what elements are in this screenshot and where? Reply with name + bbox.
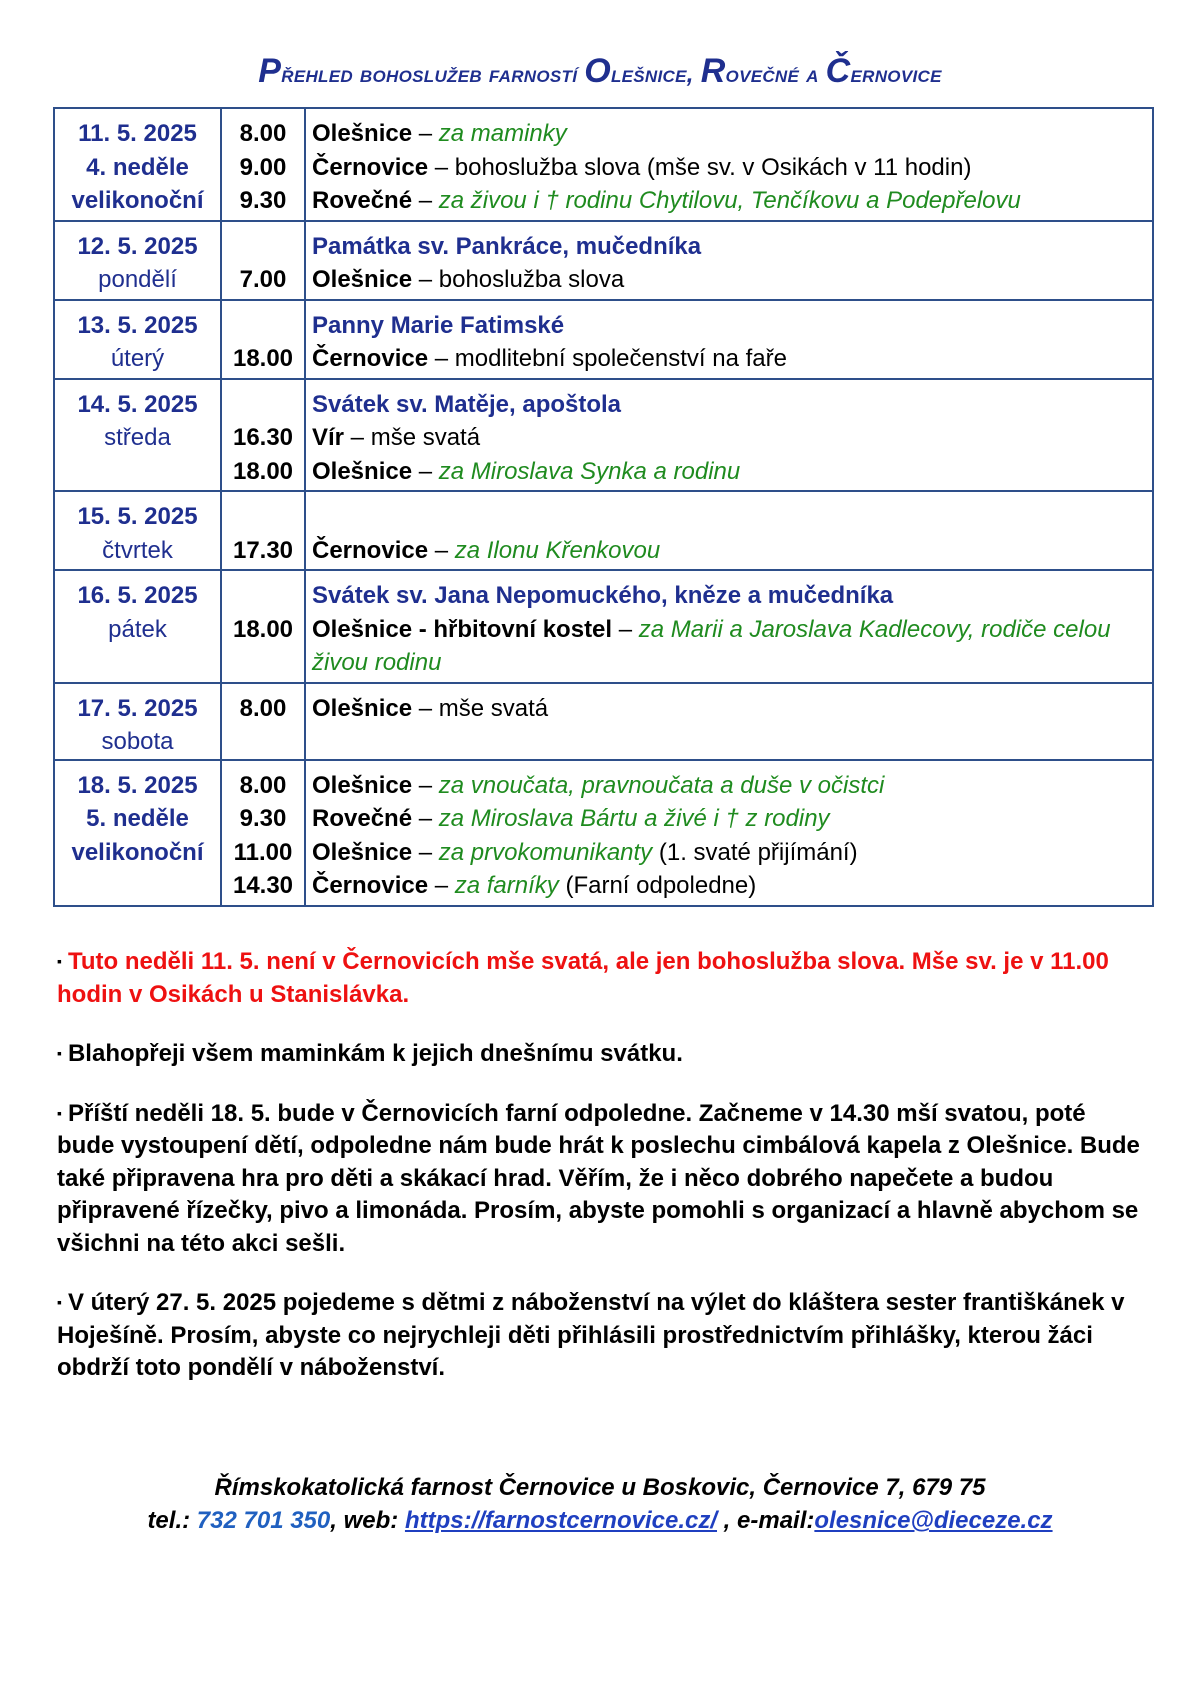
service-cell [305, 760, 1153, 906]
schedule-row [54, 108, 1153, 221]
service-cell [305, 491, 1153, 570]
separator: – [412, 266, 439, 293]
time-cell [221, 570, 305, 683]
announcement-text: Příští neděli 18. 5. bude v Černovicích farní odpoledne. Začneme v 14.30 mší svatou, poté bude vystoupení dětí, odpoledne nám bude hrát k poslechu cimbálová kapela z Olešnice. Bude také připravena hra pro děti a skákací hrad. Věřím, že i něco dobrého napečete a budou připravené řízečky, pivo a limonáda. Prosím, abyste pomohli s organizací a hlavně abychom se všichni na této akci sešli. [57, 1099, 1140, 1257]
mass-intention: za Marii a Jaroslava Kadlecovy, rodiče celou živou rodinu [312, 615, 1111, 676]
place-name: Černovice [312, 345, 429, 372]
schedule-table [53, 107, 1154, 907]
mass-intention: za živou i † rodinu Chytilovu, Tenčíkovu a Podepřelovu [438, 187, 1021, 214]
announcement-text: Tuto neděli 11. 5. není v Černovicích mše svatá, ale jen bohoslužba slova. Mše sv. je v 11.00 hodin v Osikách u Stanislávka. [57, 948, 1109, 1008]
time-cell [221, 760, 305, 906]
time-cell [221, 491, 305, 570]
service-line [312, 342, 1152, 376]
web-label: , web: [330, 1507, 399, 1534]
separator: – [428, 872, 455, 899]
title-part: Č [825, 52, 851, 90]
separator: – [412, 694, 439, 722]
place-name: Olešnice - hřbitovní kostel [312, 615, 613, 643]
date: 13. 5. 2025 [77, 311, 198, 339]
service-line [312, 869, 1152, 903]
time-spacer [222, 579, 304, 613]
bullet-icon: ▪ [57, 1104, 62, 1121]
date-cell [54, 760, 221, 906]
time-cell [221, 379, 305, 492]
service-line [312, 184, 1152, 218]
place-name: Olešnice [312, 838, 413, 866]
schedule-row [54, 221, 1153, 300]
schedule-row [54, 683, 1153, 760]
service-time: 11.00 [233, 838, 293, 866]
date: 16. 5. 2025 [77, 582, 198, 609]
time-cell [221, 221, 305, 300]
service-line [312, 263, 1152, 297]
date: 14. 5. 2025 [77, 390, 198, 418]
announcements [57, 945, 1147, 1411]
feast-title: Panny Marie Fatimské [312, 311, 565, 339]
time-cell [221, 300, 305, 379]
place-name: Rovečné [312, 187, 413, 214]
mass-intention: za Ilonu Křenkovou [454, 536, 661, 564]
service-time: 8.00 [239, 694, 287, 722]
place-name: Olešnice [312, 694, 413, 722]
separator: – [412, 805, 439, 832]
service-time: 18.00 [232, 457, 294, 485]
service-note: (Farní odpoledne) [558, 872, 757, 899]
time-spacer [222, 309, 304, 343]
separator: – [412, 187, 439, 214]
place-name: Olešnice [312, 771, 413, 799]
title-part: řehled bohoslužeb farností [281, 61, 585, 88]
place-name: Olešnice [312, 120, 413, 147]
day-name: sobota [101, 728, 174, 755]
day-name: velikonoční [71, 187, 204, 214]
announcement [57, 945, 1147, 1011]
schedule-row [54, 300, 1153, 379]
place-name: Černovice [312, 536, 429, 564]
service-line [312, 692, 1152, 726]
service-time: 8.00 [239, 771, 287, 799]
service-time: 16.30 [232, 424, 294, 451]
service-line [312, 117, 1152, 151]
service-line [312, 613, 1152, 680]
parish-address: Římskokatolická farnost Černovice u Boskovic, Černovice 7, 679 75 [214, 1474, 986, 1501]
website-link[interactable]: https://farnostcernovice.cz/ [404, 1507, 718, 1534]
feast-title: Svátek sv. Matěje, apoštola [312, 390, 622, 418]
place-name: Olešnice [312, 457, 413, 485]
service-time: 14.30 [232, 872, 294, 899]
service-note: modlitební společenství na faře [454, 345, 787, 372]
date-cell [54, 570, 221, 683]
service-time: 9.00 [239, 153, 287, 181]
email-link[interactable]: olesnice@dieceze.cz [814, 1507, 1053, 1534]
date-cell [54, 491, 221, 570]
service-line [312, 455, 1152, 489]
service-cell [305, 379, 1153, 492]
separator: – [344, 424, 371, 451]
day-name: pondělí [98, 266, 177, 293]
day-name: 4. neděle [86, 153, 189, 181]
service-cell [305, 570, 1153, 683]
service-time: 9.30 [239, 187, 287, 214]
date: 11. 5. 2025 [78, 120, 197, 147]
email-label: , e-mail: [717, 1507, 815, 1534]
footer [0, 1471, 1200, 1537]
separator: – [612, 615, 639, 643]
day-name: úterý [110, 345, 165, 372]
separator: – [428, 536, 455, 564]
announcement-text: V úterý 27. 5. 2025 pojedeme s dětmi z náboženství na výlet do kláštera sester františkánek v Hoješíně. Prosím, abyste co nejrychleji děti přihlásili prostřednictvím přihlášky, kterou žáci obdrží toto pondělí v náboženství. [57, 1289, 1125, 1381]
title-part: lešnice, [610, 61, 701, 88]
announcement-text: Blahopřeji všem maminkám k jejich dnešnímu svátku. [67, 1040, 683, 1067]
schedule-row [54, 379, 1153, 492]
feast-title: Svátek sv. Jana Nepomuckého, kněze a mučedníka [312, 582, 894, 609]
mass-intention: za Miroslava Synka a rodinu [438, 457, 741, 485]
service-time: 7.00 [239, 266, 287, 293]
service-line [312, 534, 1152, 568]
bullet-icon: ▪ [57, 1045, 62, 1061]
announcement [57, 1097, 1147, 1261]
title-part: ernovice [850, 61, 942, 88]
schedule-row [54, 570, 1153, 683]
service-note: mše svatá [370, 424, 481, 451]
time-spacer [222, 500, 304, 534]
phone-number: 732 701 350 [196, 1507, 331, 1534]
mass-intention: za maminky [438, 120, 567, 147]
service-cell [305, 300, 1153, 379]
title-part: ovečné a [725, 61, 826, 88]
service-line [312, 802, 1152, 836]
title-part: P [258, 52, 282, 90]
time-cell [221, 683, 305, 760]
service-cell [305, 108, 1153, 221]
service-time: 18.00 [232, 345, 294, 372]
title-part: R [700, 52, 726, 90]
date-cell [54, 683, 221, 760]
mass-intention: za vnoučata, pravnoučata a duše v očistci [438, 771, 885, 799]
separator: – [412, 457, 439, 485]
place-name: Olešnice [312, 266, 413, 293]
mass-intention: za prvokomunikanty [438, 838, 653, 866]
day-name: 5. neděle [86, 805, 189, 832]
place-name: Černovice [312, 153, 429, 181]
bullet-icon: ▪ [57, 1294, 62, 1310]
separator: – [428, 153, 455, 181]
separator: – [412, 771, 439, 799]
day-name: středa [104, 424, 171, 451]
separator: – [412, 838, 439, 866]
service-time: 18.00 [232, 615, 294, 643]
mass-intention: za Miroslava Bártu a živé i † z rodiny [438, 805, 830, 832]
date-cell [54, 108, 221, 221]
date-cell [54, 300, 221, 379]
feast-title: Památka sv. Pankráce, mučedníka [312, 232, 702, 260]
service-line [312, 836, 1152, 870]
contact-line [0, 1504, 1200, 1537]
day-name: čtvrtek [102, 536, 173, 564]
date-cell [54, 221, 221, 300]
service-note: mše svatá [438, 694, 549, 722]
date: 18. 5. 2025 [77, 771, 198, 799]
place-name: Černovice [312, 872, 429, 899]
place-name: Vír [312, 424, 345, 451]
schedule-row [54, 491, 1153, 570]
bullet-icon: ▪ [57, 953, 62, 969]
separator: – [428, 345, 455, 372]
day-name: velikonoční [71, 838, 204, 866]
service-note: (1. svaté přijímání) [652, 838, 858, 866]
announcement [57, 1286, 1147, 1385]
time-spacer [222, 230, 304, 264]
service-line [312, 151, 1152, 185]
announcement [57, 1037, 1147, 1071]
service-cell [305, 221, 1153, 300]
mass-intention: za farníky [454, 872, 559, 899]
date-cell [54, 379, 221, 492]
service-note: bohoslužba slova [438, 266, 625, 293]
title-part: O [584, 52, 611, 90]
service-line [312, 421, 1152, 455]
schedule-row [54, 760, 1153, 906]
feast-title [312, 500, 1152, 534]
page-title [0, 52, 1200, 91]
service-time: 8.00 [239, 120, 287, 147]
day-name: pátek [108, 615, 167, 643]
time-cell [221, 108, 305, 221]
service-cell [305, 683, 1153, 760]
time-spacer [222, 388, 304, 422]
service-line [312, 769, 1152, 803]
separator: – [412, 120, 439, 147]
date: 12. 5. 2025 [77, 232, 198, 260]
tel-label: tel.: [147, 1507, 191, 1534]
date: 17. 5. 2025 [77, 694, 198, 722]
date: 15. 5. 2025 [77, 503, 198, 530]
place-name: Rovečné [312, 805, 413, 832]
service-note: bohoslužba slova (mše sv. v Osikách v 11 hodin) [454, 153, 972, 181]
service-time: 9.30 [239, 805, 287, 832]
service-time: 17.30 [232, 536, 294, 564]
